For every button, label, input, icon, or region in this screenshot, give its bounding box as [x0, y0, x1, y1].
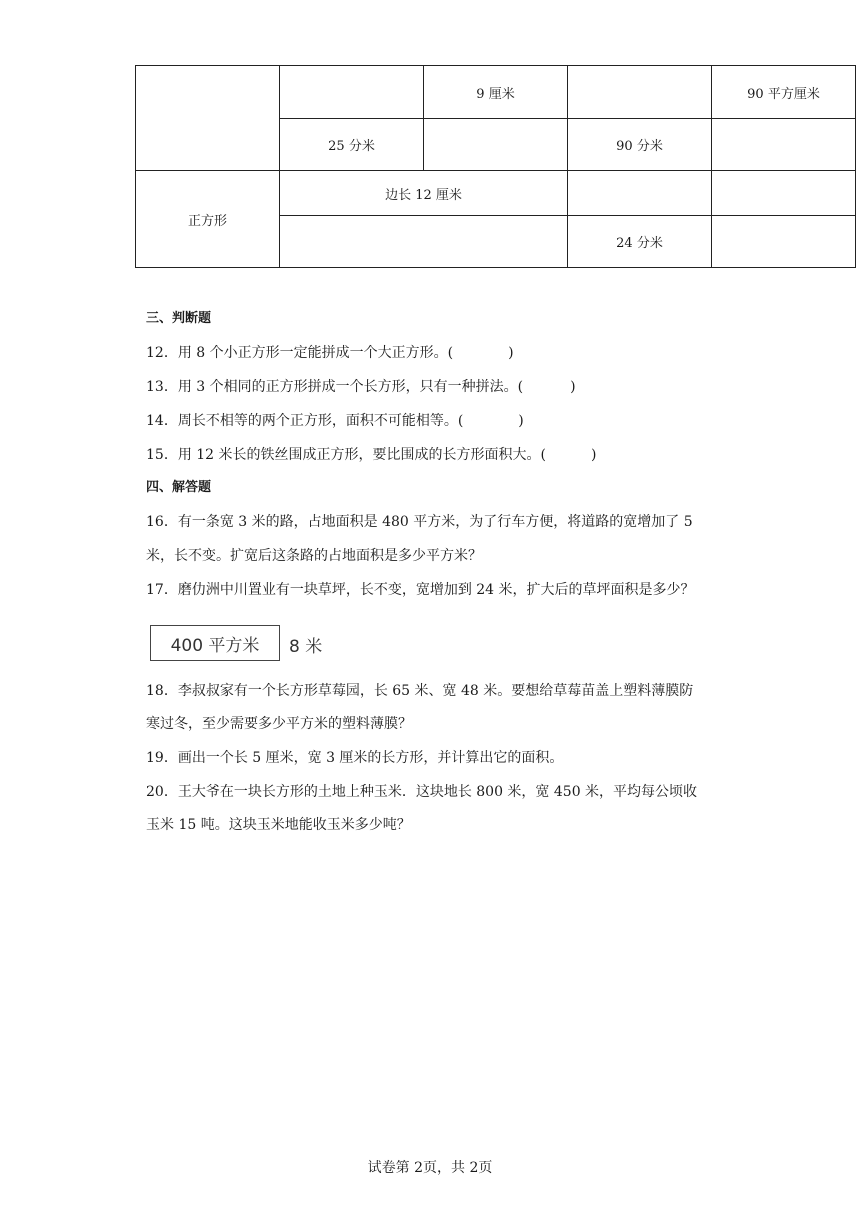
table-cell-merged: 边长 12 厘米	[279, 170, 568, 216]
question-16-line-2: 米，长不变。扩宽后这条路的占地面积是多少平方米？	[146, 548, 482, 564]
table-cell	[711, 170, 856, 216]
table-cell: 24 分米	[567, 215, 712, 268]
width-label: 8 米	[289, 637, 323, 657]
table-cell: 90 平方厘米	[711, 65, 856, 119]
table-cell	[423, 118, 568, 171]
page-footer: 试卷第 2页，共 2页	[367, 1160, 493, 1176]
table-cell	[711, 215, 856, 268]
section-heading-solve: 四、解答题	[146, 480, 212, 495]
measurement-table	[135, 65, 856, 268]
question-18-line-2: 寒过冬，至少需要多少平方米的塑料薄膜？	[146, 716, 412, 732]
section-heading-judgement: 三、判断题	[146, 311, 212, 326]
table-cell: 90 分米	[567, 118, 712, 171]
table-cell: 9 厘米	[423, 65, 568, 119]
question-17: 17．磨仂洲中川置业有一块草坪，长不变，宽增加到 24 米，扩大后的草坪面积是多少？	[146, 582, 695, 598]
question-19: 19．画出一个长 5 厘米，宽 3 厘米的长方形，并计算出它的面积。	[146, 750, 564, 766]
table-cell-merged	[279, 215, 568, 268]
table-cell-shape-rect	[135, 65, 280, 171]
question-text: 13．用 3 个相同的正方形拼成一个长方形，只有一种拼法。(	[146, 379, 524, 395]
paren-close: )	[518, 413, 524, 429]
paren-close: )	[508, 345, 514, 361]
question-20-line-2: 玉米 15 吨。这块玉米地能收玉米多少吨？	[146, 817, 411, 833]
question-text: 15．用 12 米长的铁丝围成正方形，要比围成的长方形面积大。(	[146, 447, 546, 463]
question-16-line-1: 16．有一条宽 3 米的路，占地面积是 480 平方米，为了行车方便，将道路的宽增加了 5	[146, 514, 693, 530]
question-14	[146, 411, 524, 431]
table-cell	[567, 170, 712, 216]
question-20-line-1: 20．王大爷在一块长方形的土地上种玉米．这块地长 800 米，宽 450 米，平均每公顷收	[146, 784, 698, 800]
question-18-line-1: 18．李叔叔家有一个长方形草莓园，长 65 米、宽 48 米。要想给草莓苗盖上塑料薄膜防	[146, 683, 694, 699]
question-12	[146, 343, 514, 363]
question-15	[146, 445, 596, 465]
question-text: 12．用 8 个小正方形一定能拼成一个大正方形。(	[146, 345, 454, 361]
table-cell-shape-square: 正方形	[135, 170, 280, 268]
lawn-rectangle-figure	[150, 625, 280, 661]
question-13	[146, 377, 576, 397]
table-cell	[711, 118, 856, 171]
table-cell	[279, 65, 424, 119]
paren-close: )	[570, 379, 576, 395]
table-cell	[567, 65, 712, 119]
question-text: 14．周长不相等的两个正方形，面积不可能相等。(	[146, 413, 464, 429]
area-label: 400 平方米	[170, 635, 260, 656]
table-cell: 25 分米	[279, 118, 424, 171]
paren-close: )	[591, 447, 597, 463]
